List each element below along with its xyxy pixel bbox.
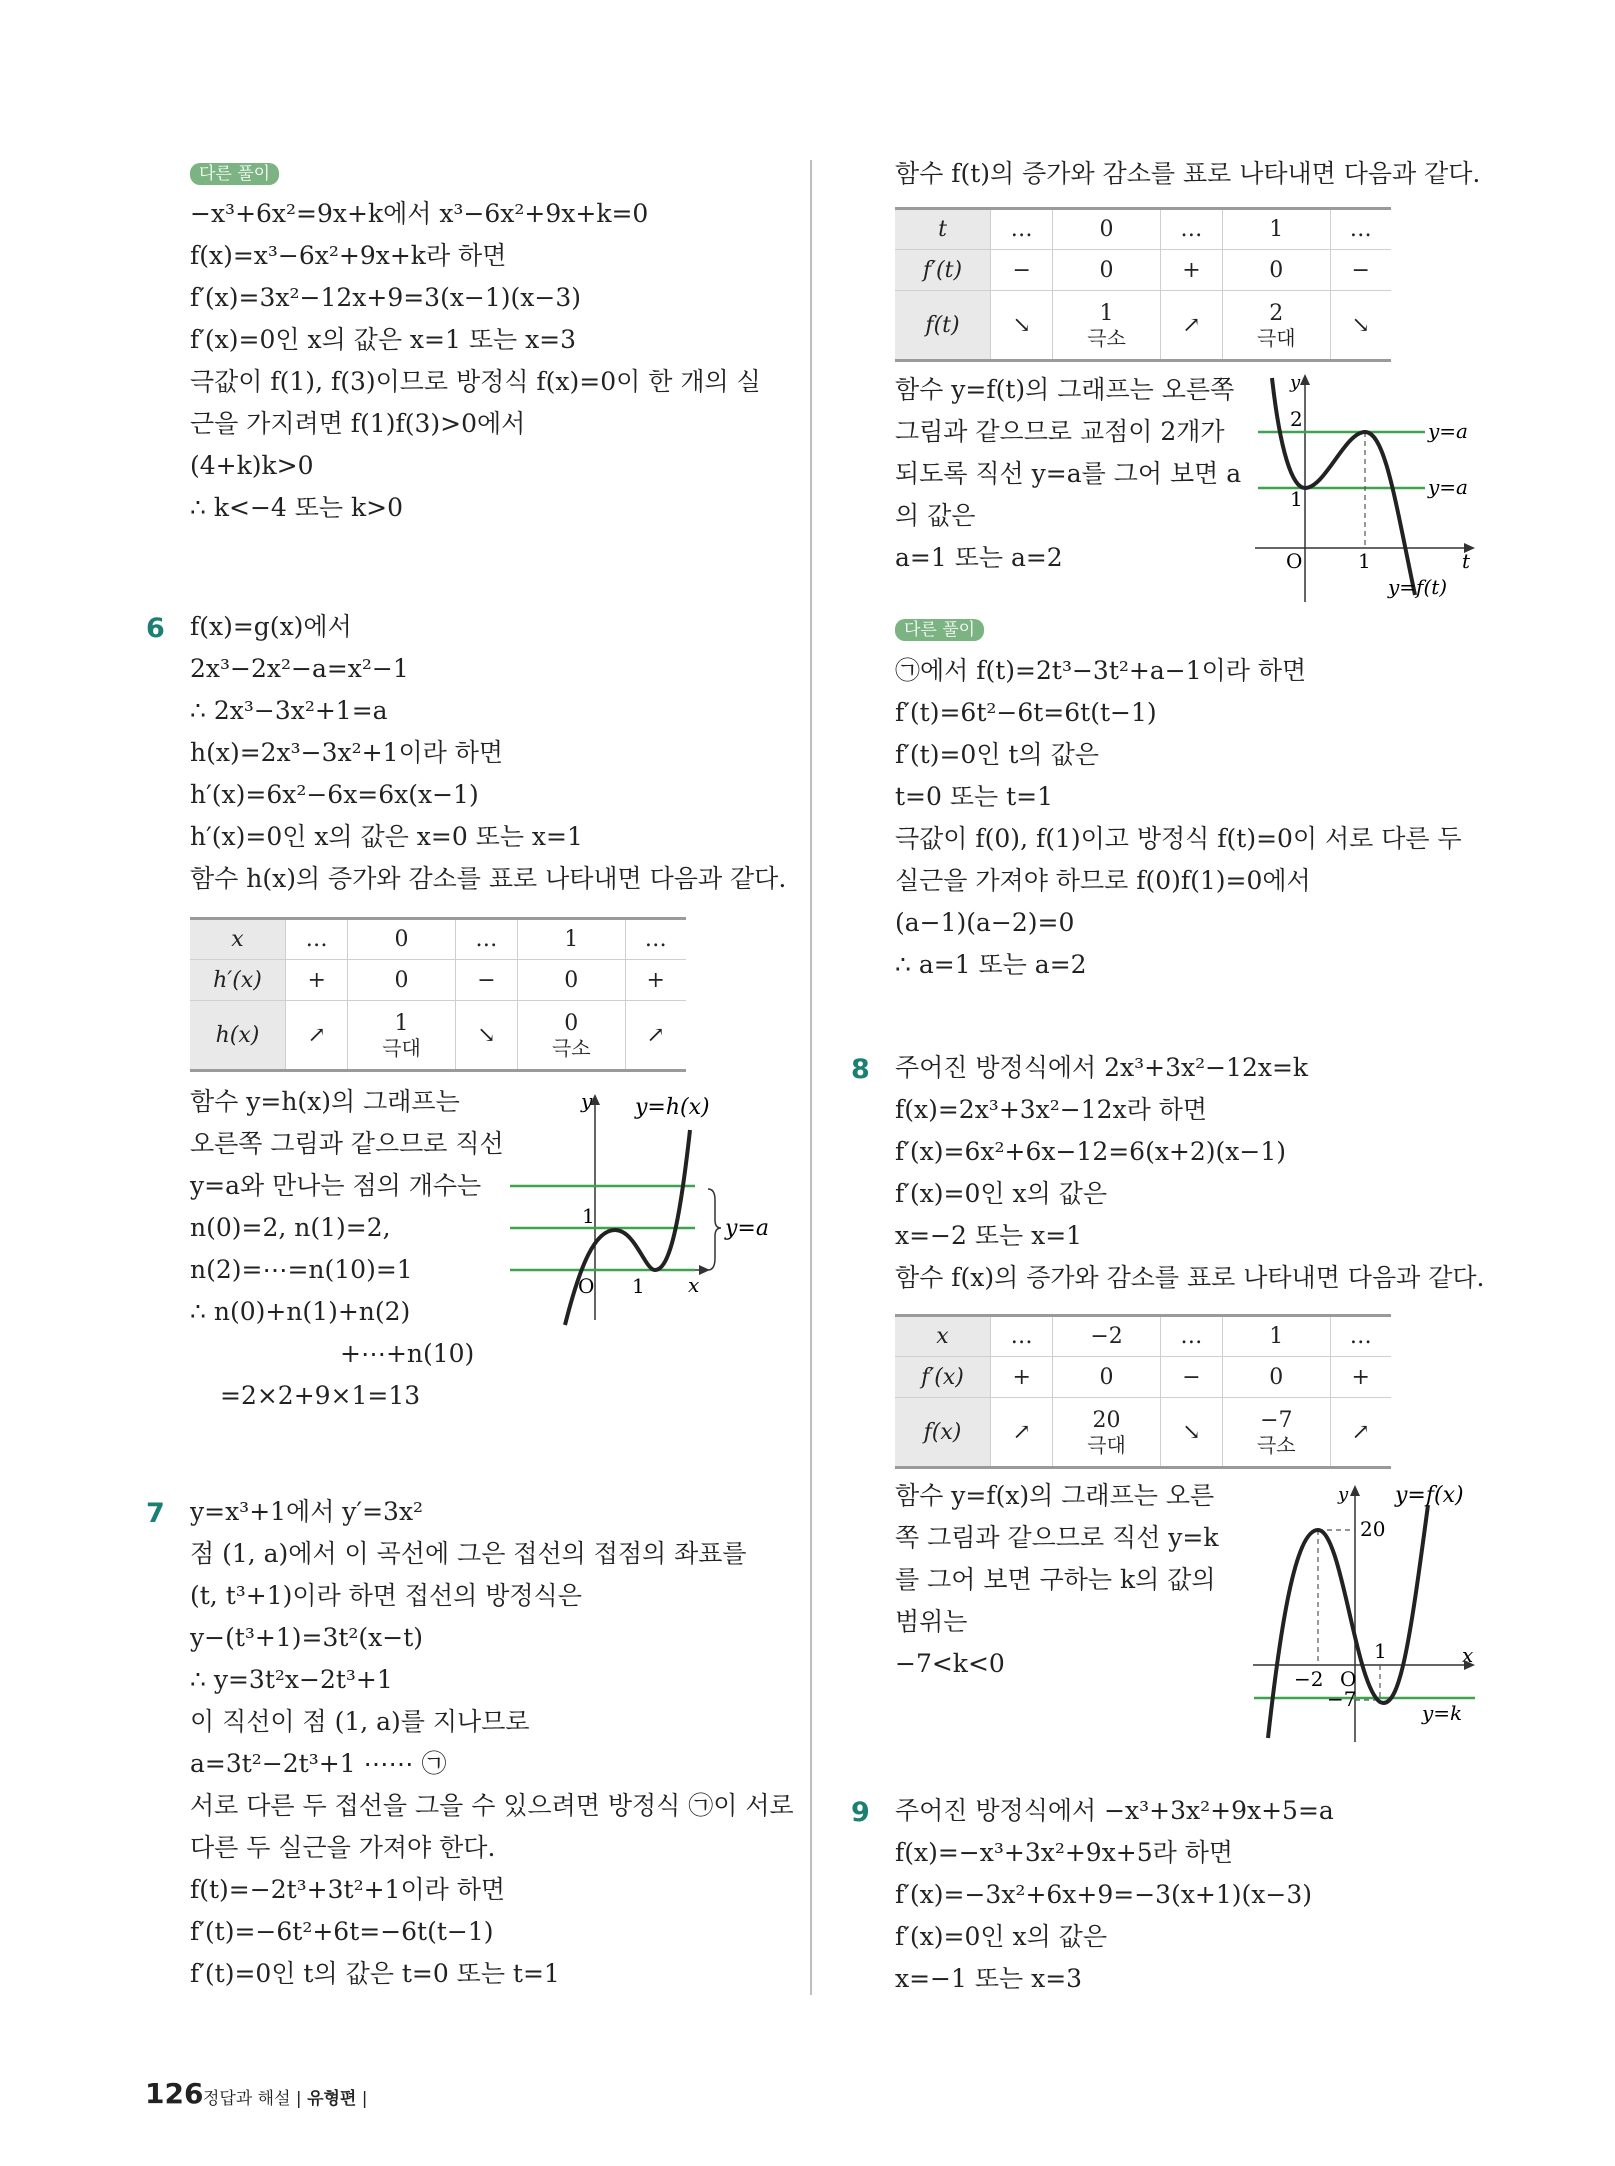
cell-note: 극소 (1087, 325, 1126, 350)
table-cell (1053, 1398, 1160, 1468)
text-line: ∴ a=1 또는 a=2 (895, 950, 1087, 979)
axis-x-label: x (1462, 1643, 1474, 1667)
text-line: ∴ 2x³−3x²+1=a (190, 696, 388, 725)
axis-y-label: y (1338, 1484, 1349, 1505)
text-line: 함수 f(t)의 증가와 감소를 표로 나타내면 다음과 같다. (895, 159, 1481, 188)
text-line: a=1 또는 a=2 (895, 543, 1063, 572)
cell-note: 극소 (1256, 1432, 1296, 1457)
axis-y-label: y (1290, 372, 1301, 393)
text-line: 함수 y=h(x)의 그래프는 (190, 1087, 460, 1116)
text-line: (t, t³+1)이라 하면 접선의 방정식은 (190, 1581, 582, 1610)
table-cell: x (895, 1316, 991, 1357)
table-cell: 0 (348, 960, 455, 1001)
text-line: 오른쪽 그림과 같으므로 직선 (190, 1129, 504, 1158)
table-cell: 0 (1053, 250, 1160, 291)
table-cell: + (1330, 1357, 1391, 1398)
table-cell: t (895, 209, 991, 250)
text-line: f′(x)=0인 x의 값은 (895, 1179, 1107, 1208)
text-line: 범위는 (895, 1607, 968, 1636)
table-cell (1223, 1398, 1330, 1468)
table-cell: h(x) (190, 1001, 286, 1071)
text-line: h′(x)=6x²−6x=6x(x−1) (190, 780, 479, 809)
text-line: ㉠에서 f(t)=2t³−3t²+a−1이라 하면 (895, 656, 1307, 685)
table-cell (348, 1001, 455, 1071)
table-cell (991, 1398, 1053, 1468)
text-line: y=a와 만나는 점의 개수는 (190, 1171, 482, 1200)
table-cell: 1 (1223, 209, 1330, 250)
text-line: x=−1 또는 x=3 (895, 1964, 1083, 1993)
table-cell: − (1160, 1357, 1222, 1398)
table-cell: f(x) (895, 1398, 991, 1468)
text-line: =2×2+9×1=13 (220, 1381, 421, 1410)
text-line: f′(x)=−3x²+6x+9=−3(x+1)(x−3) (895, 1880, 1312, 1909)
table-cell: … (625, 919, 686, 960)
table-cell (991, 291, 1053, 361)
curve-label: y=h(x) (635, 1095, 710, 1120)
tick-label: 2 (1290, 407, 1303, 431)
line-label: y=a (725, 1216, 769, 1241)
arrow-up-icon: ↗ (646, 1022, 665, 1048)
text-line: a=3t²−2t³+1 ⋯⋯ ㉠ (190, 1749, 447, 1778)
text-line: −7<k<0 (895, 1649, 1005, 1678)
graph-h (505, 1090, 775, 1330)
arrow-up-icon: ↗ (307, 1022, 326, 1048)
text-line: 를 그어 보면 구하는 k의 값의 (895, 1565, 1216, 1594)
arrow-down-icon: ↘ (1182, 1419, 1201, 1445)
table-cell: … (1160, 209, 1222, 250)
variation-table (190, 917, 686, 1072)
text-line: 주어진 방정식에서 −x³+3x²+9x+5=a (895, 1796, 1334, 1825)
variation-table (895, 1314, 1391, 1469)
curve-label: y=f(t) (1388, 575, 1448, 599)
text-line: h′(x)=0인 x의 값은 x=0 또는 x=1 (190, 822, 583, 851)
axis-x-label: t (1462, 549, 1471, 573)
table-cell (1330, 291, 1391, 361)
text-line: f′(t)=6t²−6t=6t(t−1) (895, 698, 1157, 727)
table-cell (1160, 1398, 1222, 1468)
text-line: f(x)=x³−6x²+9x+k라 하면 (190, 241, 507, 270)
table-cell: 1 (1223, 1316, 1330, 1357)
footer-book-title: 정답과 해설 (203, 2089, 291, 2109)
text-line: f(t)=−2t³+3t²+1이라 하면 (190, 1875, 505, 1904)
text-line: 함수 h(x)의 증가와 감소를 표로 나타내면 다음과 같다. (190, 864, 787, 893)
line-label: y=a (1428, 419, 1468, 443)
footer-separator: | (361, 2089, 368, 2109)
cell-value: 0 (564, 1010, 579, 1036)
tick-label: −7 (1327, 1687, 1357, 1711)
text-line: t=0 또는 t=1 (895, 782, 1053, 811)
curve-label: y=f(x) (1395, 1483, 1464, 1508)
text-line: f(x)=−x³+3x²+9x+5라 하면 (895, 1838, 1234, 1867)
text-line: ∴ y=3t²x−2t³+1 (190, 1665, 393, 1694)
table-cell: −2 (1053, 1316, 1160, 1357)
table-cell: … (455, 919, 517, 960)
table-cell (286, 1001, 348, 1071)
cell-note: 극대 (1256, 325, 1296, 350)
table-cell (518, 1001, 625, 1071)
text-line: ∴ k<−4 또는 k>0 (190, 493, 403, 522)
text-line: 그림과 같으므로 교점이 2개가 (895, 417, 1225, 446)
tick-label: 1 (632, 1274, 645, 1298)
tick-label: 1 (582, 1204, 595, 1228)
text-line: +⋯+n(10) (340, 1339, 475, 1368)
text-line: f′(t)=0인 t의 값은 t=0 또는 t=1 (190, 1959, 560, 1988)
footer-title (203, 2084, 367, 2109)
table-cell: 0 (1053, 1357, 1160, 1398)
text-line: 함수 y=f(t)의 그래프는 오른쪽 (895, 375, 1235, 404)
table-cell: + (286, 960, 348, 1001)
table-cell: 0 (1053, 209, 1160, 250)
text-line: f(x)=2x³+3x²−12x라 하면 (895, 1095, 1208, 1124)
footer-separator: | (295, 2089, 308, 2109)
cell-note: 극대 (382, 1035, 421, 1060)
tick-label: 1 (1374, 1639, 1387, 1663)
table-cell: … (991, 1316, 1053, 1357)
text-line: 의 값은 (895, 501, 976, 530)
text-line: f′(x)=0인 x의 값은 (895, 1922, 1107, 1951)
table-cell (625, 1001, 686, 1071)
text-line: 쪽 그림과 같으므로 직선 y=k (895, 1523, 1219, 1552)
text-line: f′(x)=0인 x의 값은 x=1 또는 x=3 (190, 325, 577, 354)
table-cell: 0 (1223, 1357, 1330, 1398)
table-cell: − (455, 960, 517, 1001)
table-cell: 0 (348, 919, 455, 960)
table-cell (1053, 291, 1160, 361)
table-cell: h′(x) (190, 960, 286, 1001)
cell-value: 20 (1092, 1407, 1121, 1433)
arrow-up-icon: ↗ (1351, 1419, 1370, 1445)
cell-note: 극대 (1087, 1432, 1126, 1457)
table-cell: f′(t) (895, 250, 991, 291)
table-cell: − (991, 250, 1053, 291)
table-cell (1223, 291, 1330, 361)
text-line: y=x³+1에서 y′=3x² (190, 1497, 424, 1526)
text-line: 서로 다른 두 접선을 그을 수 있으려면 방정식 ㉠이 서로 (190, 1791, 794, 1820)
tick-label: −2 (1294, 1667, 1324, 1691)
table-cell: f′(x) (895, 1357, 991, 1398)
table-cell: + (625, 960, 686, 1001)
text-line: x=−2 또는 x=1 (895, 1221, 1083, 1250)
tick-label: 1 (1290, 487, 1303, 511)
table-cell: … (1330, 1316, 1391, 1357)
text-line: 다른 두 실근을 가져야 한다. (190, 1833, 496, 1862)
table-cell: … (991, 209, 1053, 250)
origin-label: O (1286, 549, 1303, 573)
cell-value: 2 (1269, 300, 1284, 326)
text-line: 2x³−2x²−a=x²−1 (190, 654, 409, 683)
text-line: 함수 f(x)의 증가와 감소를 표로 나타내면 다음과 같다. (895, 1263, 1485, 1292)
tick-label: 1 (1358, 549, 1371, 573)
text-line: h(x)=2x³−3x²+1이라 하면 (190, 738, 504, 767)
text-line: −x³+6x²=9x+k에서 x³−6x²+9x+k=0 (190, 199, 649, 228)
origin-label: O (1340, 1667, 1357, 1691)
text-line: f′(t)=−6t²+6t=−6t(t−1) (190, 1917, 494, 1946)
table-cell: 0 (1223, 250, 1330, 291)
text-line: 실근을 가져야 하므로 f(0)f(1)=0에서 (895, 866, 1311, 895)
axis-y-label: y (581, 1090, 593, 1113)
arrow-down-icon: ↘ (1351, 312, 1370, 338)
table-cell: + (1160, 250, 1222, 291)
text-line: n(0)=2, n(1)=2, (190, 1213, 391, 1242)
cell-value: 1 (394, 1010, 409, 1036)
table-cell: … (286, 919, 348, 960)
text-line: f′(x)=3x²−12x+9=3(x−1)(x−3) (190, 283, 581, 312)
table-cell: + (991, 1357, 1053, 1398)
column-divider (810, 160, 812, 1995)
table-cell: … (1330, 209, 1391, 250)
axis-x-label: x (688, 1273, 700, 1297)
variation-table (895, 207, 1391, 362)
arrow-down-icon: ↘ (477, 1022, 496, 1048)
alt-solution-badge: 다른 풀이 (190, 163, 279, 185)
text-line: 극값이 f(1), f(3)이므로 방정식 f(x)=0이 한 개의 실 (190, 367, 761, 396)
text-line: f′(x)=6x²+6x−12=6(x+2)(x−1) (895, 1137, 1286, 1166)
footer-section: 유형편 (307, 2089, 357, 2109)
table-cell: f(t) (895, 291, 991, 361)
cell-value: −7 (1260, 1407, 1293, 1433)
graph-f-t (1250, 370, 1490, 605)
cell-value: 1 (1099, 300, 1114, 326)
text-line: ∴ n(0)+n(1)+n(2) (190, 1297, 411, 1326)
text-line: (a−1)(a−2)=0 (895, 908, 1075, 937)
problem-number: 8 (851, 1054, 870, 1085)
problem-number: 9 (851, 1797, 870, 1828)
table-cell: 0 (518, 960, 625, 1001)
text-line: y−(t³+1)=3t²(x−t) (190, 1623, 424, 1652)
text-line: 극값이 f(0), f(1)이고 방정식 f(t)=0이 서로 다른 두 (895, 824, 1462, 853)
alt-solution-badge: 다른 풀이 (895, 619, 984, 641)
text-line: 함수 y=f(x)의 그래프는 오른 (895, 1481, 1215, 1510)
text-line: f′(t)=0인 t의 값은 (895, 740, 1099, 769)
table-cell (1160, 291, 1222, 361)
graph-f-x (1250, 1480, 1495, 1745)
text-line: n(2)=⋯=n(10)=1 (190, 1255, 413, 1284)
problem-number: 7 (146, 1498, 165, 1529)
text-line: 점 (1, a)에서 이 곡선에 그은 접선의 접점의 좌표를 (190, 1539, 747, 1568)
text-line: f(x)=g(x)에서 (190, 612, 352, 641)
text-line: (4+k)k>0 (190, 451, 314, 480)
text-line: 근을 가지려면 f(1)f(3)>0에서 (190, 409, 526, 438)
arrow-up-icon: ↗ (1012, 1419, 1031, 1445)
text-line: 주어진 방정식에서 2x³+3x²−12x=k (895, 1053, 1309, 1082)
text-line: 되도록 직선 y=a를 그어 보면 a (895, 459, 1242, 488)
table-cell (1330, 1398, 1391, 1468)
problem-number: 6 (146, 613, 165, 644)
arrow-down-icon: ↘ (1012, 312, 1031, 338)
line-label: y=k (1422, 1701, 1463, 1725)
cell-note: 극소 (551, 1035, 591, 1060)
line-label: y=a (1428, 475, 1468, 499)
table-cell: 1 (518, 919, 625, 960)
table-cell (455, 1001, 517, 1071)
page-number: 126 (145, 2077, 204, 2110)
table-cell: … (1160, 1316, 1222, 1357)
tick-label: 20 (1360, 1517, 1386, 1541)
text-line: 이 직선이 점 (1, a)를 지나므로 (190, 1707, 530, 1736)
table-cell: − (1330, 250, 1391, 291)
origin-label: O (578, 1274, 595, 1298)
arrow-up-icon: ↗ (1182, 312, 1201, 338)
table-cell: x (190, 919, 286, 960)
